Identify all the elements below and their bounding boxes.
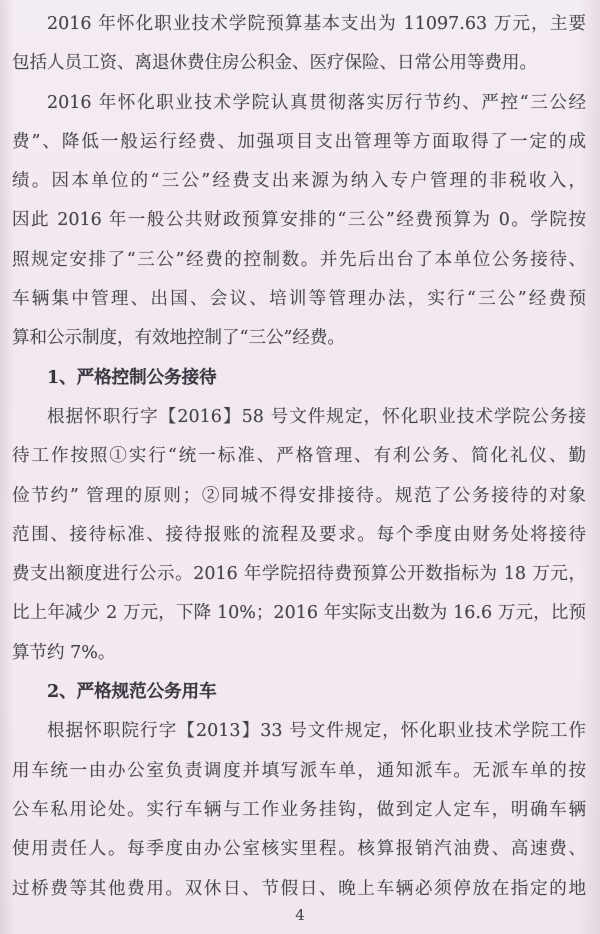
paragraph [12, 5, 586, 84]
page-number: 4 [295, 906, 305, 924]
heading-line: 1、严格控制公务接待 [47, 367, 217, 388]
section-heading [12, 673, 586, 712]
text-line: 2016 年怀化职业技术学院认真贯彻落实厉行节约、严控“三公经 [47, 92, 586, 113]
text-line: 费支出额度进行公示。2016 年学院招待费预算公开数指标为 18 万元， [12, 564, 586, 585]
text-line: 根据怀职院行字【2013】33 号文件规定，怀化职业技术学院工作 [47, 721, 586, 742]
text-line: 待工作按照①实行“统一标准、严格管理、有利公务、简化礼仪、勤 [12, 446, 586, 467]
document-body [12, 5, 586, 909]
section-heading [12, 359, 586, 398]
paragraph [12, 84, 586, 359]
text-line: 使用责任人。每季度由办公室核实里程。核算报销汽油费、高速费、 [12, 839, 586, 860]
text-line: 车辆集中管理、出国、会议、培训等管理办法，实行“三公”经费预 [12, 289, 586, 310]
text-line: 根据怀职行字【2016】58 号文件规定，怀化职业技术学院公务接 [47, 406, 586, 427]
text-line: 比上年减少 2 万元，下降 10%；2016 年实际支出数为 16.6 万元，比预 [12, 603, 586, 624]
heading-line: 2、严格规范公务用车 [47, 682, 217, 703]
text-line: 范围、接待标准、接待报账的流程及要求。每个季度由财务处将接待 [12, 524, 586, 545]
paragraph [12, 398, 586, 673]
paragraph [12, 712, 586, 908]
text-line: 用车统一由办公室负责调度并填写派车单，通知派车。无派车单的按 [12, 760, 586, 781]
text-line: 俭节约” 管理的原则；②同城不得安排接待。规范了公务接待的对象 [12, 485, 586, 506]
text-line: 绩。因本单位的“三公”经费支出来源为纳入专户管理的非税收入， [12, 171, 586, 192]
text-line: 费”、降低一般运行经费、加强项目支出管理等方面取得了一定的成 [12, 131, 586, 152]
text-line: 因此 2016 年一般公共财政预算安排的“三公”经费预算为 0。学院按 [12, 210, 586, 231]
text-line: 算和公示制度，有效地控制了“三公”经费。 [12, 328, 345, 349]
text-line: 照规定安排了“三公”经费的控制数。并先后出台了本单位公务接待、 [12, 249, 586, 270]
text-line: 过桥费等其他费用。双休日、节假日、晚上车辆必须停放在指定的地 [12, 878, 586, 899]
text-line: 公车私用论处。实行车辆与工作业务挂钩，做到定人定车，明确车辆 [12, 799, 586, 820]
text-line: 包括人员工资、离退休费住房公积金、医疗保险、日常公用等费用。 [12, 53, 537, 74]
text-line: 2016 年怀化职业技术学院预算基本支出为 11097.63 万元，主要 [47, 14, 586, 34]
text-line: 算节约 7%。 [12, 642, 116, 663]
